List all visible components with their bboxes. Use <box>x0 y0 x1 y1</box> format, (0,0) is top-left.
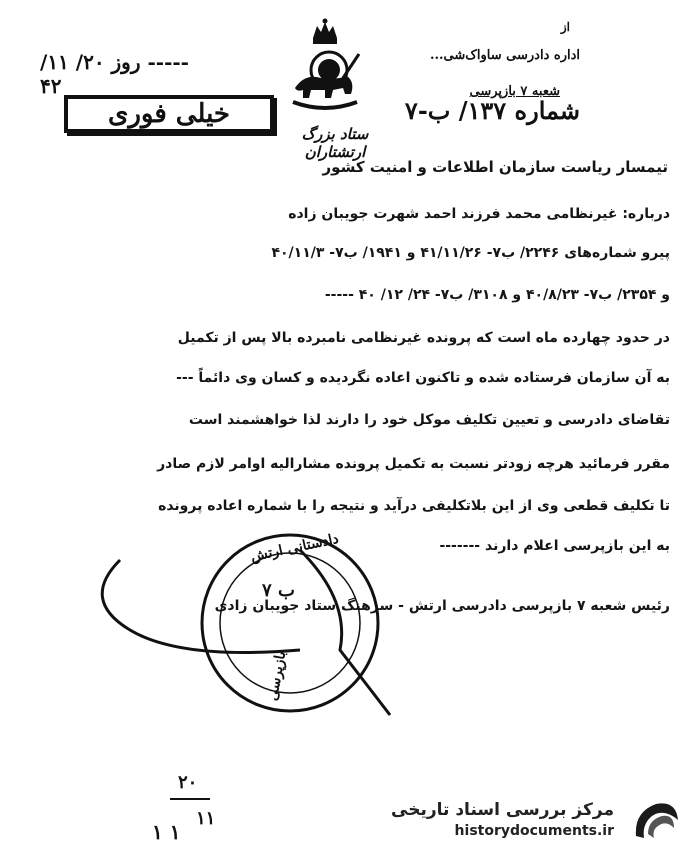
margin-note-1: ۲۰ <box>178 772 198 793</box>
body-line-4: در حدود چهارده ماه است که پرونده غیرنظامی نامبرده بالا پس از تکمیل <box>177 330 670 346</box>
signature-line: رئیس شعبه ۷ بازپرسی دادرسی ارتش - سرهنگ ستاد جویبان زادی <box>214 598 670 614</box>
urgent-stamp-text: خیلی فوری <box>107 99 230 129</box>
header-office: اداره دادرسی ساواک‌شی... <box>429 48 580 63</box>
body-line-3: و ۲۳۵۴/ ب۷- ۴۰/۸/۲۳ و ۳۱۰۸/ ب۷- ۲۴/ ۱۲/ ۴۰ ----- <box>324 287 670 303</box>
margin-note-2: ۱۱ <box>196 808 216 829</box>
body-line-8: تا تکلیف قطعی وی از این بلاتکلیفی درآید و نتیجه را با شماره اعاده پرونده <box>158 498 670 514</box>
margin-note-divider <box>170 798 210 800</box>
lion-and-sun-emblem-icon <box>285 18 365 113</box>
recipient-line: تیمسار ریاست سازمان اطلاعات و امنیت کشور <box>322 158 668 176</box>
urgent-stamp <box>64 95 274 133</box>
footer-brand-name: مرکز بررسی اسناد تاریخی <box>391 800 614 820</box>
body-line-7: مقرر فرمائید هرچه زودتر نسبت به تکمیل پرونده مشارالیه اوامر لازم صادر <box>157 456 670 472</box>
historydocuments-logo-icon <box>630 798 682 842</box>
margin-note-3: ۱ ۱ <box>152 820 181 844</box>
stamp-bottom-text: بازپرسی <box>264 650 290 702</box>
header-section: شعبه ۷ بازپرسی <box>469 84 560 99</box>
header-number: شماره ۱۳۷/ ب-۷ <box>404 96 580 125</box>
body-line-9: به این بازپرسی اعلام دارند ------- <box>439 538 670 554</box>
body-line-1: درباره: غیرنظامی محمد فرزند احمد شهرت جویبان زاده <box>288 206 670 222</box>
footer-brand-url[interactable]: historydocuments.ir <box>454 823 614 839</box>
header-from: از <box>560 20 570 34</box>
date-line: ----- روز ۲۰/ ۱۱/ ۴۲ <box>40 50 189 98</box>
body-line-5: به آن سازمان فرستاده شده و تاکنون اعاده نگردیده و کسان وی دائماً --- <box>176 370 670 386</box>
stamp-top-text: دادستانی ارتش <box>249 530 341 566</box>
body-line-2: پیرو شماره‌های ۲۲۴۶/ ب۷- ۴۱/۱۱/۲۶ و ۱۹۴۱/ ب۷- ۴۰/۱۱/۳ <box>271 245 670 261</box>
ministry-label: ستاد بزرگ ارتشتاران <box>301 125 369 161</box>
stamp-middle-text: ب ۷ <box>262 580 295 601</box>
body-line-6: تقاضای دادرسی و تعیین تکلیف موکل خود را دارند لذا خواهشمند است <box>188 412 670 428</box>
